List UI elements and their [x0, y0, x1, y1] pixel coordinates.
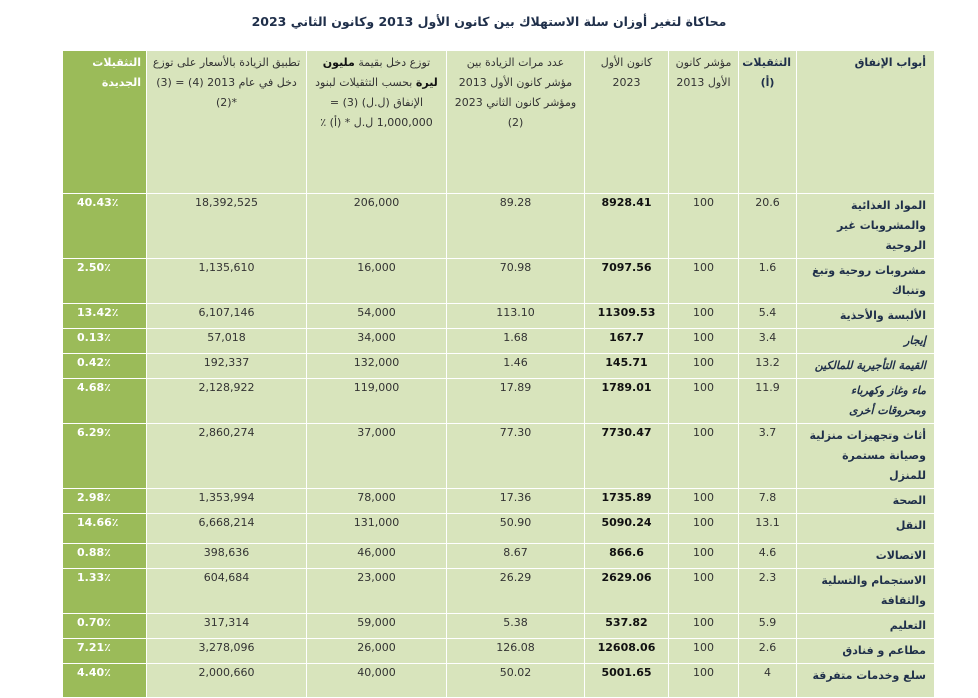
cell-income-distribution: 40,000 — [307, 664, 447, 698]
cell-category: القيمة التأجيرية للمالكين — [797, 354, 935, 379]
cell-income-distribution: 131,000 — [307, 514, 447, 544]
cell-increase-times: 26.29 — [447, 569, 585, 614]
cell-income-distribution: 46,000 — [307, 544, 447, 569]
table-body — [63, 194, 935, 698]
cell-new-weight: 1.33٪ — [63, 569, 147, 614]
cell-increase-times: 50.90 — [447, 514, 585, 544]
cell-income-distribution: 78,000 — [307, 489, 447, 514]
header-income-distribution — [307, 51, 447, 194]
cell-increase-times: 126.08 — [447, 639, 585, 664]
cell-index-2013: 100 — [669, 664, 739, 698]
cell-increase-times: 1.68 — [447, 329, 585, 354]
header-applied-increase: تطبيق الزيادة بالأسعار على توزع دخل في عام 2013 (4) = (3) *(2) — [147, 51, 307, 194]
cell-weight: 2.3 — [739, 569, 797, 614]
cell-index-2013: 100 — [669, 379, 739, 424]
cell-weight: 3.4 — [739, 329, 797, 354]
cell-jan-2023: 2629.06 — [585, 569, 669, 614]
cell-increase-times: 17.36 — [447, 489, 585, 514]
cell-weight: 5.4 — [739, 304, 797, 329]
cell-category: النقل — [797, 514, 935, 544]
header-income-distribution-suffix: بحسب التثقيلات لبنود الإنفاق (ل.ل) (3) = 1,000,000 ل.ل * (أ) ٪ — [315, 76, 433, 129]
cell-income-distribution: 23,000 — [307, 569, 447, 614]
cell-weight: 3.7 — [739, 424, 797, 489]
cell-increase-times: 77.30 — [447, 424, 585, 489]
cell-category: أثاث وتجهيزات منزلية وصيانة مستمرة للمنزل — [797, 424, 935, 489]
cell-jan-2023: 5001.65 — [585, 664, 669, 698]
cell-index-2013: 100 — [669, 614, 739, 639]
cell-income-distribution: 119,000 — [307, 379, 447, 424]
cell-new-weight: 6.29٪ — [63, 424, 147, 489]
cell-income-distribution: 16,000 — [307, 259, 447, 304]
cell-jan-2023: 11309.53 — [585, 304, 669, 329]
cell-jan-2023: 7097.56 — [585, 259, 669, 304]
cell-new-weight: 0.13٪ — [63, 329, 147, 354]
cell-index-2013: 100 — [669, 544, 739, 569]
cell-index-2013: 100 — [669, 329, 739, 354]
cell-increase-times: 5.38 — [447, 614, 585, 639]
table-row — [63, 259, 935, 304]
cell-increase-times: 8.67 — [447, 544, 585, 569]
header-increase-times: عدد مرات الزيادة بين مؤشر كانون الأول 2013 ومؤشر كانون الثاني 2023 (2) — [447, 51, 585, 194]
cell-applied-increase: 317,314 — [147, 614, 307, 639]
cell-increase-times: 17.89 — [447, 379, 585, 424]
cell-income-distribution: 37,000 — [307, 424, 447, 489]
cell-applied-increase: 2,128,922 — [147, 379, 307, 424]
cell-jan-2023: 1789.01 — [585, 379, 669, 424]
cell-index-2013: 100 — [669, 514, 739, 544]
table-row — [63, 304, 935, 329]
table-row — [63, 424, 935, 489]
cell-applied-increase: 3,278,096 — [147, 639, 307, 664]
cell-applied-increase: 604,684 — [147, 569, 307, 614]
cell-index-2013: 100 — [669, 424, 739, 489]
cell-new-weight: 4.40٪ — [63, 664, 147, 698]
cell-index-2013: 100 — [669, 304, 739, 329]
cell-weight: 13.2 — [739, 354, 797, 379]
cell-increase-times: 1.46 — [447, 354, 585, 379]
table-row — [63, 329, 935, 354]
cell-new-weight: 0.88٪ — [63, 544, 147, 569]
cell-new-weight: 4.68٪ — [63, 379, 147, 424]
cell-jan-2023: 5090.24 — [585, 514, 669, 544]
page-title: محاكاة لتغير أوزان سلة الاستهلاك بين كانون الأول 2013 وكانون الثاني 2023 — [251, 14, 727, 29]
cell-jan-2023: 7730.47 — [585, 424, 669, 489]
cell-jan-2023: 145.71 — [585, 354, 669, 379]
cell-weight: 1.6 — [739, 259, 797, 304]
cell-increase-times: 70.98 — [447, 259, 585, 304]
header-income-distribution-bold: مليون ليرة — [322, 56, 438, 89]
cell-income-distribution: 132,000 — [307, 354, 447, 379]
header-weights: التثقيلات (أ) — [739, 51, 797, 194]
cell-increase-times: 89.28 — [447, 194, 585, 259]
cell-index-2013: 100 — [669, 569, 739, 614]
table-row — [63, 354, 935, 379]
cell-category: المواد الغذائية والمشروبات غير الروحية — [797, 194, 935, 259]
table-row — [63, 639, 935, 664]
cell-category: الألبسة والأحذية — [797, 304, 935, 329]
cell-applied-increase: 18,392,525 — [147, 194, 307, 259]
cell-jan-2023: 1735.89 — [585, 489, 669, 514]
cell-applied-increase: 1,135,610 — [147, 259, 307, 304]
cell-increase-times: 50.02 — [447, 664, 585, 698]
table-row — [63, 614, 935, 639]
header-index-2013: مؤشر كانون الأول 2013 — [669, 51, 739, 194]
cell-index-2013: 100 — [669, 194, 739, 259]
table-row — [63, 379, 935, 424]
cell-category: مطاعم و فنادق — [797, 639, 935, 664]
cell-index-2013: 100 — [669, 489, 739, 514]
cell-new-weight: 0.70٪ — [63, 614, 147, 639]
cell-weight: 20.6 — [739, 194, 797, 259]
header-new-weights: التثقيلات الجديدة — [63, 51, 147, 194]
header-jan-2023: كانون الأول 2023 — [585, 51, 669, 194]
cell-applied-increase: 2,860,274 — [147, 424, 307, 489]
cell-income-distribution: 206,000 — [307, 194, 447, 259]
cell-new-weight: 2.50٪ — [63, 259, 147, 304]
cell-weight: 7.8 — [739, 489, 797, 514]
cell-new-weight: 7.21٪ — [63, 639, 147, 664]
cell-new-weight: 13.42٪ — [63, 304, 147, 329]
cell-applied-increase: 57,018 — [147, 329, 307, 354]
cell-applied-increase: 6,107,146 — [147, 304, 307, 329]
cell-jan-2023: 866.6 — [585, 544, 669, 569]
cell-income-distribution: 54,000 — [307, 304, 447, 329]
cell-index-2013: 100 — [669, 354, 739, 379]
cell-index-2013: 100 — [669, 639, 739, 664]
cell-jan-2023: 167.7 — [585, 329, 669, 354]
cell-weight: 2.6 — [739, 639, 797, 664]
cell-weight: 4.6 — [739, 544, 797, 569]
cell-applied-increase: 398,636 — [147, 544, 307, 569]
header-row — [63, 51, 935, 194]
cell-applied-increase: 192,337 — [147, 354, 307, 379]
cell-new-weight: 0.42٪ — [63, 354, 147, 379]
cell-new-weight: 14.66٪ — [63, 514, 147, 544]
table-row — [63, 194, 935, 259]
cell-weight: 11.9 — [739, 379, 797, 424]
cell-category: إيجار — [797, 329, 935, 354]
table-row — [63, 664, 935, 698]
cell-category: الاتصالات — [797, 544, 935, 569]
cell-category: مشروبات روحية وتبغ وتنباك — [797, 259, 935, 304]
cell-category: سلع وخدمات متفرقة — [797, 664, 935, 698]
cell-applied-increase: 2,000,660 — [147, 664, 307, 698]
cell-new-weight: 40.43٪ — [63, 194, 147, 259]
cell-category: التعليم — [797, 614, 935, 639]
cell-weight: 5.9 — [739, 614, 797, 639]
cell-income-distribution: 34,000 — [307, 329, 447, 354]
header-income-distribution-prefix: توزع دخل بقيمة — [358, 56, 431, 69]
table-row — [63, 514, 935, 544]
table-row — [63, 544, 935, 569]
table-row — [63, 569, 935, 614]
cell-category: الصحة — [797, 489, 935, 514]
cell-weight: 13.1 — [739, 514, 797, 544]
cell-new-weight: 2.98٪ — [63, 489, 147, 514]
weights-table — [62, 50, 935, 698]
cell-income-distribution: 59,000 — [307, 614, 447, 639]
cell-weight: 4 — [739, 664, 797, 698]
cell-applied-increase: 1,353,994 — [147, 489, 307, 514]
cell-applied-increase: 6,668,214 — [147, 514, 307, 544]
cell-index-2013: 100 — [669, 259, 739, 304]
cell-category: ماء وغاز وكهرباء ومحروقات أخرى — [797, 379, 935, 424]
header-category: أبواب الإنفاق — [797, 51, 935, 194]
table-row — [63, 489, 935, 514]
cell-income-distribution: 26,000 — [307, 639, 447, 664]
cell-category: الاستجمام والتسلية والثقافة — [797, 569, 935, 614]
cell-jan-2023: 12608.06 — [585, 639, 669, 664]
cell-jan-2023: 8928.41 — [585, 194, 669, 259]
cell-increase-times: 113.10 — [447, 304, 585, 329]
cell-jan-2023: 537.82 — [585, 614, 669, 639]
